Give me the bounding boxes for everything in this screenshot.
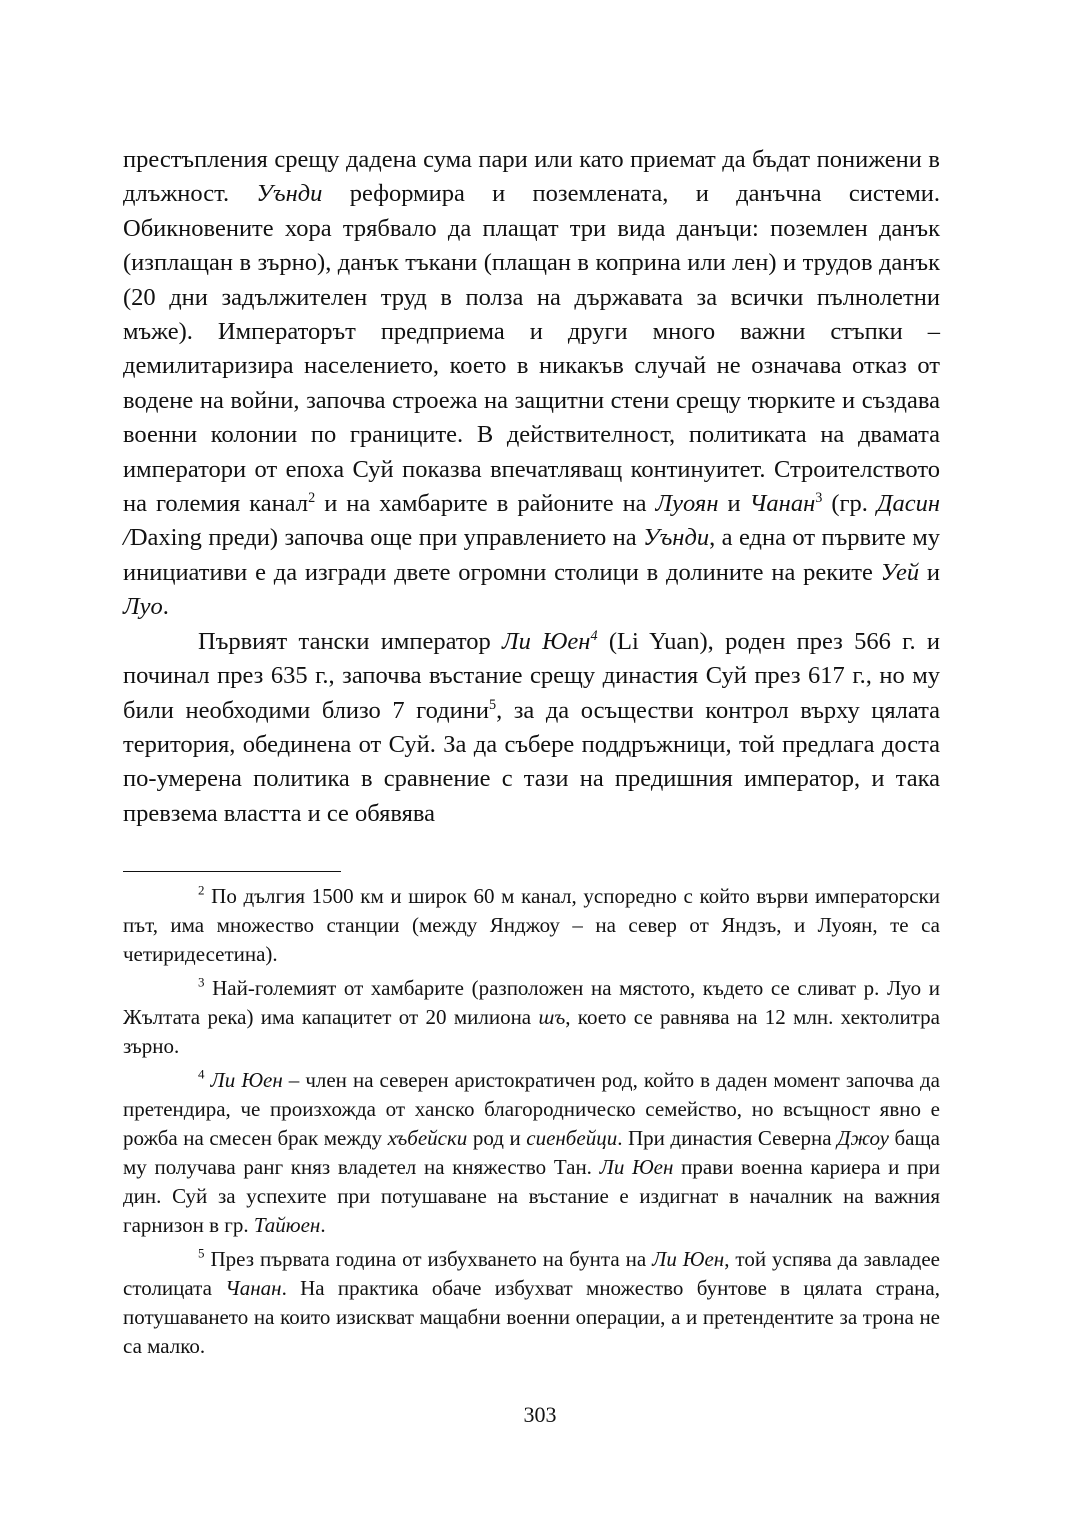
text-run: – член на северен аристократичен род, който в даден момент започва да претендира, че произхожда от ханско благородническо семейство, но всъщност явно е рожба на смесен брак между [123, 1068, 940, 1150]
footnote-mark: 3 [198, 974, 205, 990]
italic-name: Ли Юен [652, 1247, 725, 1271]
italic-name: Дасин / [123, 490, 940, 552]
text-run: род и [467, 1126, 527, 1150]
footnote-ref-3[interactable]: 3 [815, 489, 823, 506]
page-number: 303 [523, 1402, 557, 1427]
footnote-5 [123, 1245, 940, 1361]
footnote-mark: 4 [198, 1066, 205, 1082]
text-run: По дългия 1500 км и широк 60 м канал, успоредно с който върви императорски път, има множество станции (между Янджоу – на север от Яндзъ, и Луоян, те са четиридесетина). [123, 884, 940, 966]
text-run: реформира и поземлената, и данъчна системи. Обикновените хора трябвало да плащат три вида данъци: поземлен данък (изплащан в зърно), данък тъкани (плащан в коприна или лен) и трудов данък (20 дни задължителен труд в полза на държавата за всички пълнолетни мъже). Императорът предприема и други много важни стъпки – демилитаризира населението, което в никакъв случай не означава отказ от водене на войни, започва строежа на защитни стени срещу тюрките и създава военни колонии по границите. В действителност, политиката на двамата императори от епоха Суй показва впечатляващ континуитет. Строителството на големия канал [123, 180, 941, 518]
text-run: . На практика обаче избухват множество бунтове в цялата страна, потушаването на които изискват мащабни военни операции, а и претендентите за трона не са малко. [123, 1276, 940, 1358]
footnote-2 [123, 882, 940, 969]
italic-name: Уънди [643, 524, 710, 552]
text-run: Първият тански император [198, 627, 502, 655]
italic-name: Тайюен [253, 1213, 321, 1237]
italic-name: Чанан [225, 1276, 282, 1300]
paragraph-1 [123, 143, 940, 625]
footnote-3 [123, 974, 940, 1061]
italic-name: Уънди [256, 180, 323, 208]
text-run: През първата година от избухването на бунта на [204, 1247, 653, 1271]
text-run: баща му получава ранг княз владетел на княжество Тан. [123, 1126, 940, 1179]
text-run: и [718, 490, 750, 518]
italic-term: хъбейски [387, 1126, 468, 1150]
italic-name: Джоу [837, 1126, 889, 1150]
italic-name: Луо [123, 593, 163, 621]
main-text [123, 143, 940, 831]
text-run: Най-големият от хамбарите (разположен на мястото, където се сливат р. Луо и Жълтата река) има капацитет от 20 милиона [123, 976, 940, 1029]
text-run: и [919, 558, 940, 586]
italic-name: Ли Юен [204, 1068, 283, 1092]
paragraph-2 [123, 625, 940, 831]
italic-name: Уей [880, 558, 920, 586]
text-run: . [162, 593, 169, 621]
text-run: , за да осъществи контрол върху цялата територия, обединена от Суй. За да събере поддръжници, той предлага доста по-умерена политика в сравнение с тази на предишния император, и така превзема властта и се обявява [123, 696, 940, 827]
italic-term: шъ [538, 1005, 566, 1029]
footnote-ref-2[interactable]: 2 [308, 489, 316, 506]
text-run: престъпления срещу дадена сума пари или като приемат да бъдат понижени в длъжност. [123, 146, 940, 208]
italic-name: Луоян [655, 490, 719, 518]
text-run: , а една от първите му инициативи е да изгради двете огромни столици в долините на реките [123, 524, 940, 586]
footnotes [123, 882, 940, 1366]
text-run: . [320, 1213, 326, 1237]
footnote-ref-5[interactable]: 5 [488, 696, 497, 713]
text-run: прави военна кариера и при дин. Суй за успехите при потушаване на въстание е издигнат в началник на важния гарнизон в гр. [123, 1155, 940, 1237]
text-run: (гр. [822, 490, 877, 518]
footnote-ref-4[interactable]: 4 [590, 627, 598, 644]
text-run: . При династия Северна [617, 1126, 838, 1150]
text-run: , което се равнява на 12 млн. хектолитра зърно. [123, 1005, 940, 1058]
italic-name: Ли Юен [502, 627, 591, 655]
footnote-separator [123, 871, 341, 872]
text-run: (Li Yuan), роден през 566 г. и починал през 635 г., започва въстание срещу династия Суй през 617 г., но му били необходими близо 7 години [123, 627, 940, 724]
italic-term: сиенбейци [526, 1126, 618, 1150]
italic-name: Чанан [749, 490, 816, 518]
text-run: и на хамбарите в районите на [315, 490, 656, 518]
text-run: Daxing преди) започва още при управлението на [129, 524, 644, 552]
footnote-mark: 5 [198, 1245, 205, 1261]
text-run: , той успява да завладее столицата [123, 1247, 940, 1300]
italic-name: Ли Юен [599, 1155, 674, 1179]
footnote-4 [123, 1066, 940, 1240]
footnote-mark: 2 [198, 882, 205, 898]
